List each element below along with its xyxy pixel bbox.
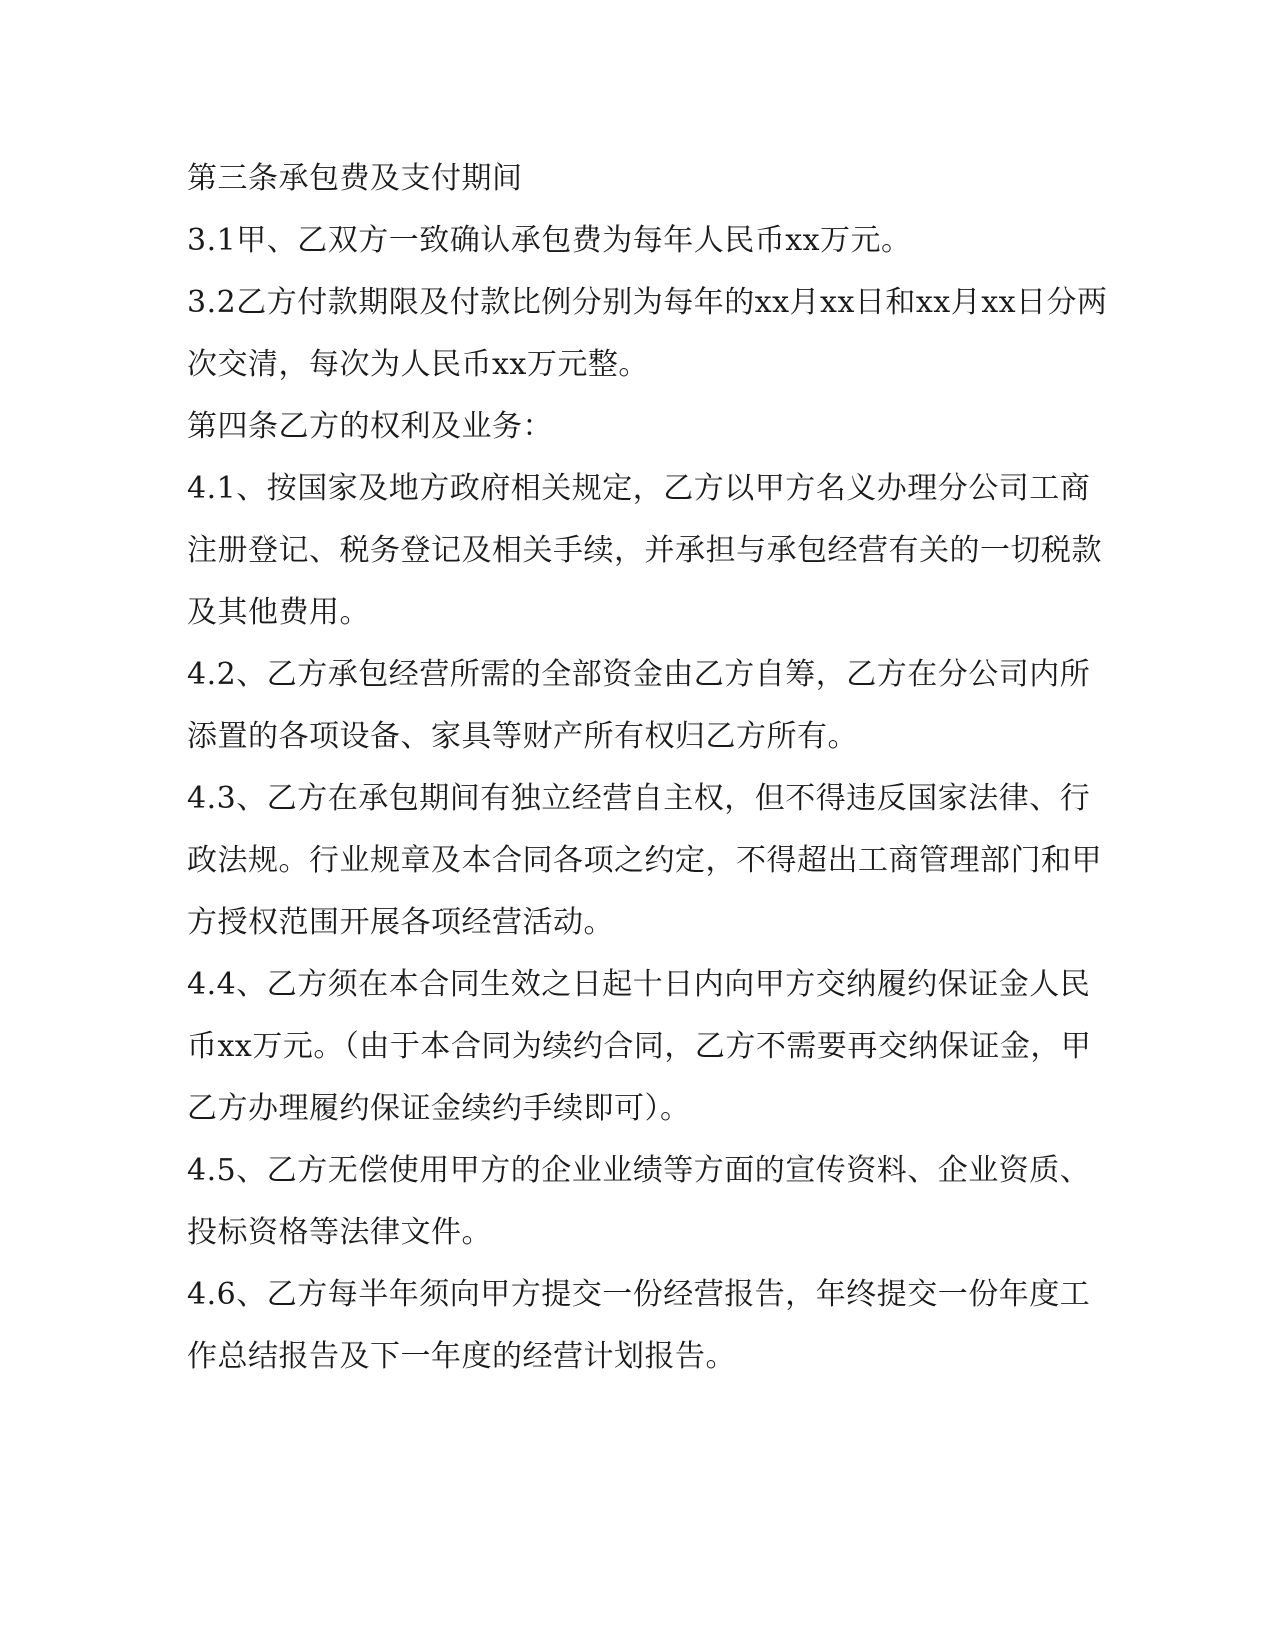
clause-4-5-line-2: 投标资格等法律文件。	[187, 1215, 492, 1250]
clause-4-3-line-3: 方授权范围开展各项经营活动。	[187, 905, 614, 940]
clause-4-2-line-2: 添置的各项设备、家具等财产所有权归乙方所有。	[187, 719, 858, 754]
clause-4-3-line-2: 政法规。行业规章及本合同各项之约定，不得超出工商管理部门和甲	[187, 843, 1102, 878]
clause-4-5-line-1: 4.5、乙方无偿使用甲方的企业业绩等方面的宣传资料、企业资质、	[187, 1153, 1091, 1188]
clause-3-2-line-1: 3.2乙方付款期限及付款比例分别为每年的xx月xx日和xx月xx日分两	[187, 285, 1108, 320]
document-body	[187, 148, 1108, 1388]
clause-4-2-line-1: 4.2、乙方承包经营所需的全部资金由乙方自筹，乙方在分公司内所	[187, 657, 1091, 692]
clause-4-4-line-2: 币xx万元。（由于本合同为续约合同，乙方不需要再交纳保证金，甲	[187, 1029, 1092, 1064]
clause-4-6-line-1: 4.6、乙方每半年须向甲方提交一份经营报告，年终提交一份年度工	[187, 1277, 1091, 1312]
clause-4-6-line-2: 作总结报告及下一年度的经营计划报告。	[187, 1339, 736, 1374]
article-4-heading: 第四条乙方的权利及业务：	[187, 409, 553, 444]
clause-3-1: 3.1甲、乙双方一致确认承包费为每年人民币xx万元。	[187, 223, 912, 258]
clause-4-1-line-3: 及其他费用。	[187, 595, 370, 630]
clause-3-2-line-2: 次交清，每次为人民币xx万元整。	[187, 347, 649, 382]
clause-4-1-line-2: 注册登记、税务登记及相关手续，并承担与承包经营有关的一切税款	[187, 533, 1102, 568]
article-3-heading: 第三条承包费及支付期间	[187, 161, 523, 196]
clause-4-3-line-1: 4.3、乙方在承包期间有独立经营自主权，但不得违反国家法律、行	[187, 781, 1091, 816]
clause-4-1-line-1: 4.1、按国家及地方政府相关规定，乙方以甲方名义办理分公司工商	[187, 471, 1091, 506]
clause-4-4-line-3: 乙方办理履约保证金续约手续即可）。	[187, 1091, 691, 1126]
clause-4-4-line-1: 4.4、乙方须在本合同生效之日起十日内向甲方交纳履约保证金人民	[187, 967, 1091, 1002]
